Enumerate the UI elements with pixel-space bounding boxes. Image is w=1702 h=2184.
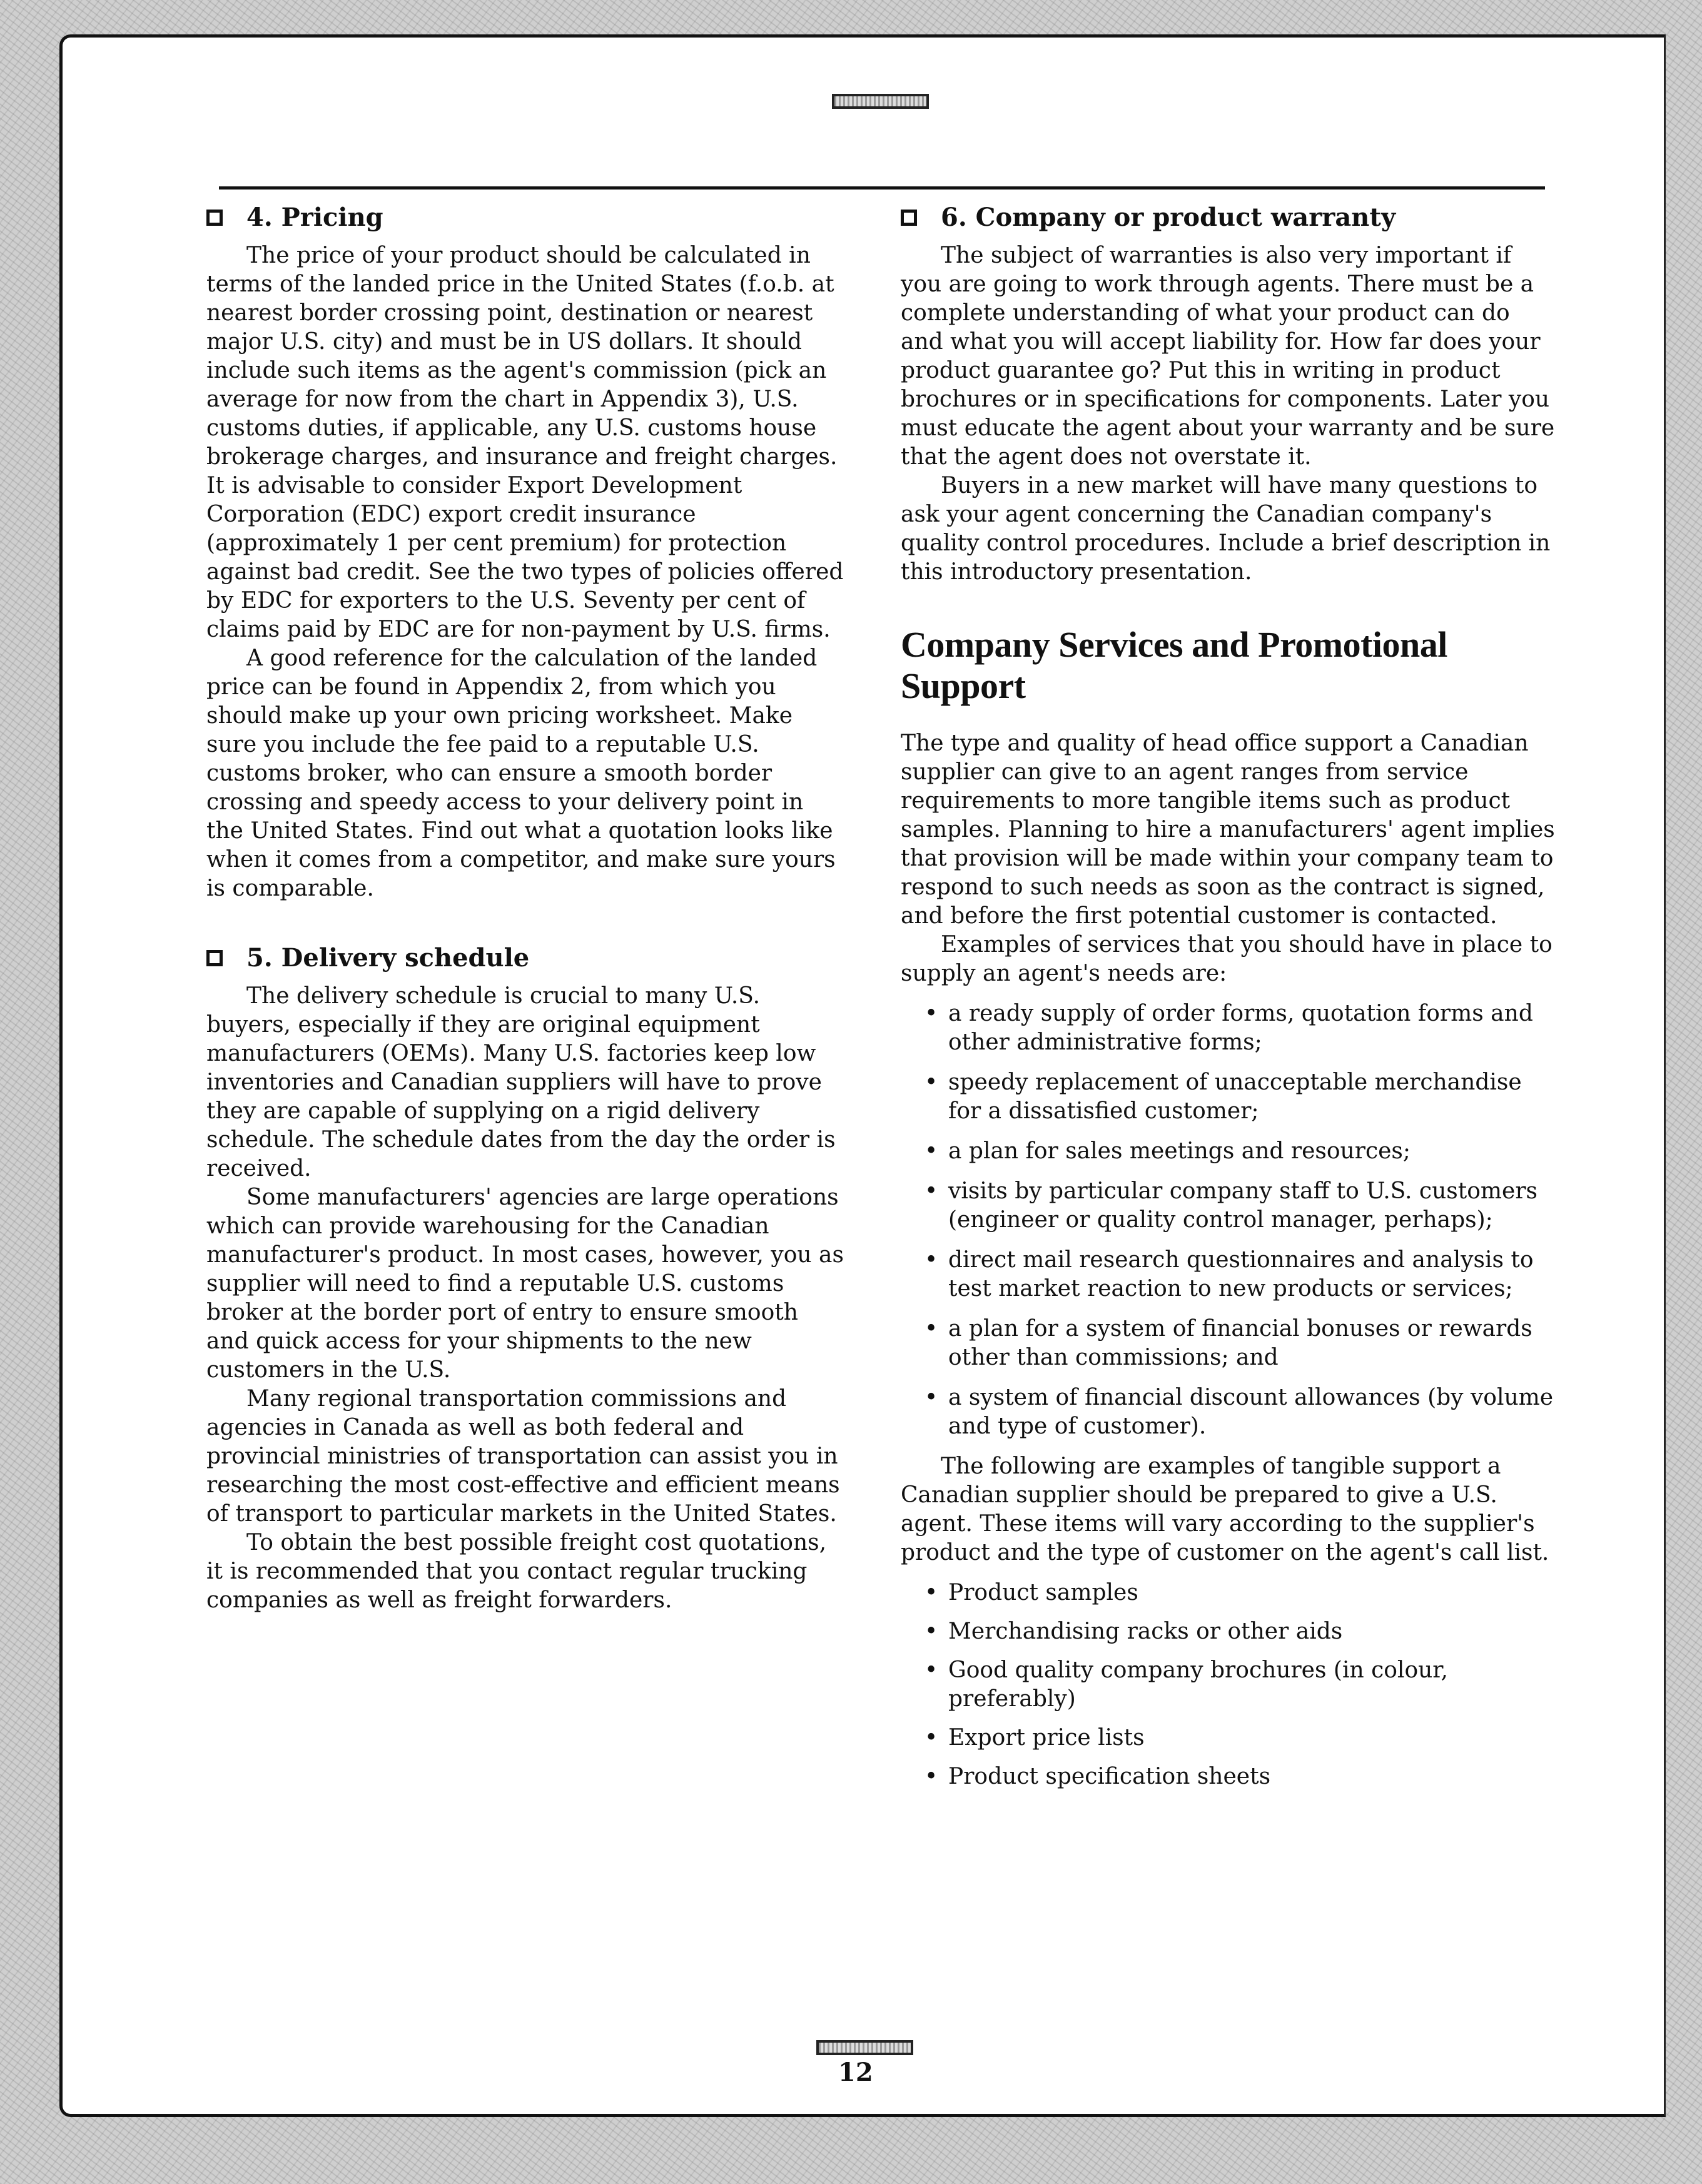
header-tab-mark [832, 94, 929, 109]
list-item: • direct mail research questionnaires and analysis to test market reaction to new products or services; [924, 1246, 1558, 1303]
list-item: • Merchandising racks or other aids [924, 1617, 1558, 1646]
services-heading: Company Services and Promotional Support [901, 624, 1447, 706]
pricing-paragraph: The price of your product should be calculated in terms of the landed price in the United States (f.o.b. at nearest border crossing point, destination or nearest major U.S. city) and must be in US dollars. It should include such items as the agent's commission (pick an average for now from the chart in Appendix 3), U.S. customs duties, if applicable, any U.S. customs house brokerage charges, and insurance and freight charges. It is advisable to consider Export Development Corporation (EDC) export credit insurance (approximately 1 per cent premium) for protection against bad credit. See the two types of policies offered by EDC for exporters to the U.S. Seventy per cent of claims paid by EDC are for non-payment by U.S. firms. [206, 243, 844, 642]
header-rule [219, 186, 1545, 190]
support-list [901, 1579, 1558, 1791]
footer-tab-mark [816, 2040, 913, 2055]
list-item: • a plan for sales meetings and resources; [924, 1137, 1558, 1166]
delivery-paragraph: The delivery schedule is crucial to many U.S. buyers, especially if they are original equipment manufacturers (OEMs). Many U.S. factories keep low inventories and Canadian suppliers will have to prove they are capable of supplying on a rigid delivery schedule. The schedule dates from the day the order is received. [206, 983, 836, 1181]
checkbox-icon [206, 210, 223, 226]
list-item: • visits by particular company staff to U.S. customers (engineer or quality control manager, perhaps); [924, 1177, 1558, 1235]
section-4-heading [206, 201, 844, 234]
checkbox-icon [901, 210, 917, 226]
checkbox-icon [206, 950, 223, 966]
services-examples-intro: Examples of services that you should have in place to supply an agent's needs are: [901, 932, 1553, 986]
list-item: • Good quality company brochures (in colour, preferably) [924, 1656, 1558, 1714]
tangible-support-intro: The following are examples of tangible support a Canadian supplier should be prepared to give a U.S. agent. These items will vary according to the supplier's product and the type of customer on the agent's call list. [901, 1453, 1549, 1565]
section-4-title: 4. Pricing [246, 203, 383, 232]
delivery-paragraph: Many regional transportation commissions and agencies in Canada as well as both federal and provincial ministries of transportation can assist you in researching the most cost-effective and efficient means of transport to particular markets in the United States. [206, 1386, 840, 1527]
list-item: • a plan for a system of financial bonuses or rewards other than commissions; and [924, 1315, 1558, 1372]
delivery-paragraph: To obtain the best possible freight cost quotations, it is recommended that you contact regular trucking companies as well as freight forwarders. [206, 1530, 827, 1613]
right-column [901, 201, 1558, 1802]
list-item: • speedy replacement of unacceptable merchandise for a dissatisfied customer; [924, 1068, 1558, 1126]
warranty-paragraph: Buyers in a new market will have many questions to ask your agent concerning the Canadian company's quality control procedures. Include a brief description in this introductory presentation. [901, 473, 1551, 585]
service-list [901, 999, 1558, 1441]
section-5-heading [206, 942, 844, 974]
list-item: • Product samples [924, 1579, 1558, 1607]
page-number: 12 [838, 2058, 873, 2087]
delivery-paragraph: Some manufacturers' agencies are large operations which can provide warehousing for the Canadian manufacturer's product. In most cases, however, you as supplier will need to find a reputable U.S. customs broker at the border port of entry to ensure smooth and quick access for your shipments to the new customers in the U.S. [206, 1185, 844, 1383]
list-item: • a ready supply of order forms, quotation forms and other administrative forms; [924, 999, 1558, 1057]
list-item: • Product specification sheets [924, 1762, 1558, 1791]
list-item: • Export price lists [924, 1724, 1558, 1752]
section-5-title: 5. Delivery schedule [246, 943, 530, 973]
services-intro: The type and quality of head office support a Canadian supplier can give to an agent ranges from service requirements to more tangible items such as product samples. Planning to hire a manufacturers' agent implies that provision will be made within your company team to respond to such needs as soon as the contract is signed, and before the first potential customer is contacted. [901, 731, 1555, 929]
warranty-paragraph: The subject of warranties is also very important if you are going to work through agents. There must be a complete understanding of what your product can do and what you will accept liability for. How far does your product guarantee go? Put this in writing in product brochures or in specifications for components. Later you must educate the agent about your warranty and be sure that the agent does not overstate it. [901, 243, 1555, 470]
section-6-title: 6. Company or product warranty [941, 203, 1396, 232]
left-column [206, 201, 844, 1615]
section-6-heading [901, 201, 1558, 234]
pricing-paragraph: A good reference for the calculation of the landed price can be found in Appendix 2, from which you should make up your own pricing worksheet. Make sure you include the fee paid to a reputable U.S. customs broker, who can ensure a smooth border crossing and speedy access to your delivery point in the United States. Find out what a quotation looks like when it comes from a competitor, and make sure yours is comparable. [206, 645, 836, 901]
list-item: • a system of financial discount allowances (by volume and type of customer). [924, 1383, 1558, 1441]
